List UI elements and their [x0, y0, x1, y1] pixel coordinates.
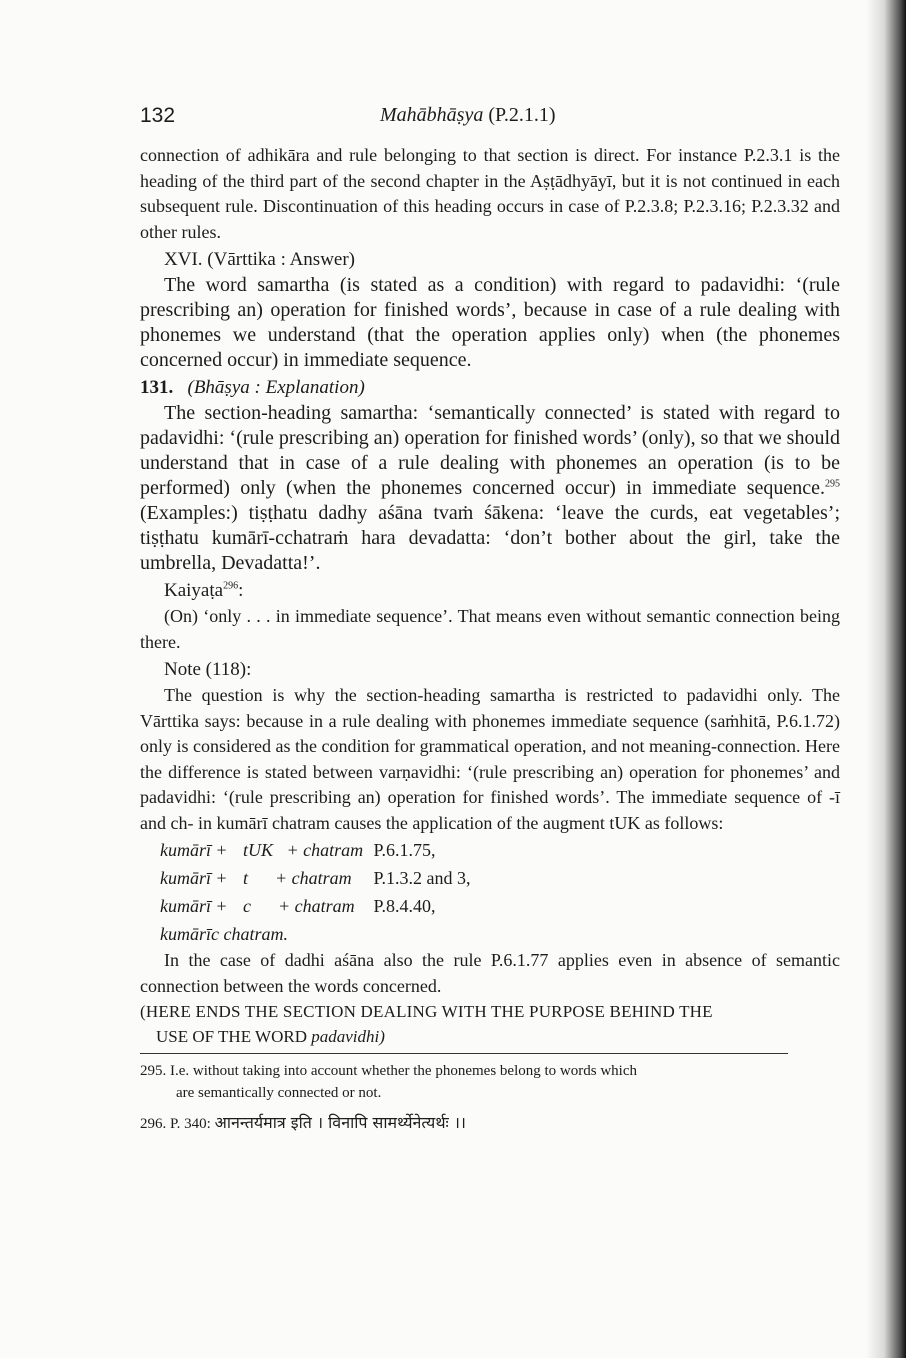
heading-bhasya — [140, 375, 840, 401]
derivation-word: kumārī — [160, 868, 211, 888]
footnote-296-ref: 296. P. 340: — [140, 1116, 211, 1132]
paragraph-kaiyata: (On) ‘only . . . in immediate sequence’. That means even without semantic connection being there. — [140, 606, 840, 652]
footnote-295-line-2: are semantically connected or not. — [176, 1085, 382, 1101]
paragraph-adhikara: connection of adhikāra and rule belonging to that section is direct. For instance P.2.3.1 is the heading of the third part of the second chapter in the Aṣṭādhyāyī, but it is not continued in each subsequent rule. Discontinuation of this heading occurs in case of P.2.3.8; P.2.3.16; P.2.3.32 and other rules. — [140, 145, 840, 242]
heading-kaiyata: Kaiyaṭa$^{296}$: — [164, 580, 244, 601]
paragraph-note: The question is why the section-heading samartha is restricted to padavidhi only. The Vārttika says: because in a rule dealing with phonemes immediate sequence (saṁhitā, P.6.1.72) only is considered as the condition for grammatical operation, and not meaning-connection. Here the difference is stated between varṇavidhi: ‘(rule prescribing an) operation for phonemes’ and padavidhi: ‘(rule prescribing an) operation for finished words’. The immediate sequence of -ī and ch- in kumārī chatram causes the application of the augment tUK as follows: — [140, 685, 840, 833]
running-title — [380, 104, 556, 127]
scan-edge-shadow — [866, 0, 906, 1358]
derivation-ref: P.6.1.75, — [373, 840, 436, 860]
bhasya-label: (Bhāṣya : Explanation) — [187, 377, 365, 398]
kaiyata-label: Kaiyaṭa — [164, 580, 224, 601]
running-title-text: Mahābhāṣya — [380, 104, 484, 126]
footnote-mark-295: 295 — [825, 478, 840, 490]
derivation-result: kumārīc chatram. — [160, 924, 288, 944]
footnote-divider — [140, 1053, 788, 1054]
derivation-plus: + — [216, 896, 227, 916]
heading-vartika: XVI. (Vārttika : Answer) — [164, 249, 356, 270]
page-body — [140, 143, 840, 1137]
footnote-296 — [140, 1110, 840, 1137]
derivation-plus: + — [216, 868, 227, 888]
footnote-295-line-1: 295. I.e. without taking into account whether the phonemes belong to words which — [140, 1063, 637, 1079]
paragraph-bhasya-examples: (Examples:) tiṣṭhatu dadhy aśāna tvaṁ śākena: ‘leave the curds, eat vegetables’; tiṣṭhatu kumārī-cchatraṁ hara devadatta: ‘don’t bother about the girl, take the umbrella, Devadatta!’. — [140, 502, 840, 574]
footnote-296-sanskrit: आनन्तर्यमात्र इति । विनापि सामर्थ्येनेत्यर्थः ।। — [214, 1113, 466, 1132]
paragraph-final: In the case of dadhi aśāna also the rule P.6.1.77 applies even in absence of semantic connection between the words concerned. — [140, 950, 840, 996]
page-number: 132 — [140, 104, 176, 127]
heading-note: Note (118): — [164, 659, 252, 680]
derivation-examples — [140, 836, 840, 948]
derivation-line — [160, 836, 840, 864]
section-end-line-1: (HERE ENDS THE SECTION DEALING WITH THE PURPOSE BEHIND THE — [140, 1002, 713, 1021]
derivation-ref: P.1.3.2 and 3, — [373, 868, 471, 888]
derivation-plus: + — [216, 840, 227, 860]
paragraph-bhasya — [140, 401, 840, 576]
running-title-ref: (P.2.1.1) — [488, 104, 556, 126]
derivation-line — [160, 864, 840, 892]
derivation-line — [160, 892, 840, 920]
derivation-word: kumārī — [160, 896, 211, 916]
derivation-word: kumārī — [160, 840, 211, 860]
footnote-mark-296: 296 — [223, 580, 239, 592]
section-end-word: padavidhi) — [311, 1027, 385, 1046]
bhasya-number: 131. — [140, 377, 174, 398]
derivation-token: tUK + chatram — [243, 840, 364, 860]
paragraph-vartika: The word samartha (is stated as a condition) with regard to padavidhi: ‘(rule prescribing an) operation for finished words’, because in case of a rule dealing with phonemes we understand (that the operation applies only) when (the phonemes concerned occur) in immediate sequence. — [140, 274, 840, 371]
derivation-token: c + chatram — [243, 896, 355, 916]
derivation-ref: P.8.4.40, — [373, 896, 436, 916]
footnote-295 — [140, 1060, 840, 1104]
paragraph-bhasya-text: The section-heading samartha: ‘semantically connected’ is stated with regard to padavidhi: ‘(rule prescribing an) operation for finished words’ (only), so that we should understand that in case of a rule dealing with phonemes an operation (is to be performed) only (when the phonemes concerned occur) in immediate sequence. — [140, 402, 840, 499]
page-header — [140, 104, 840, 134]
derivation-token: t + chatram — [243, 868, 352, 888]
section-end-line-2: USE OF THE WORD padavidhi) — [156, 1027, 385, 1046]
